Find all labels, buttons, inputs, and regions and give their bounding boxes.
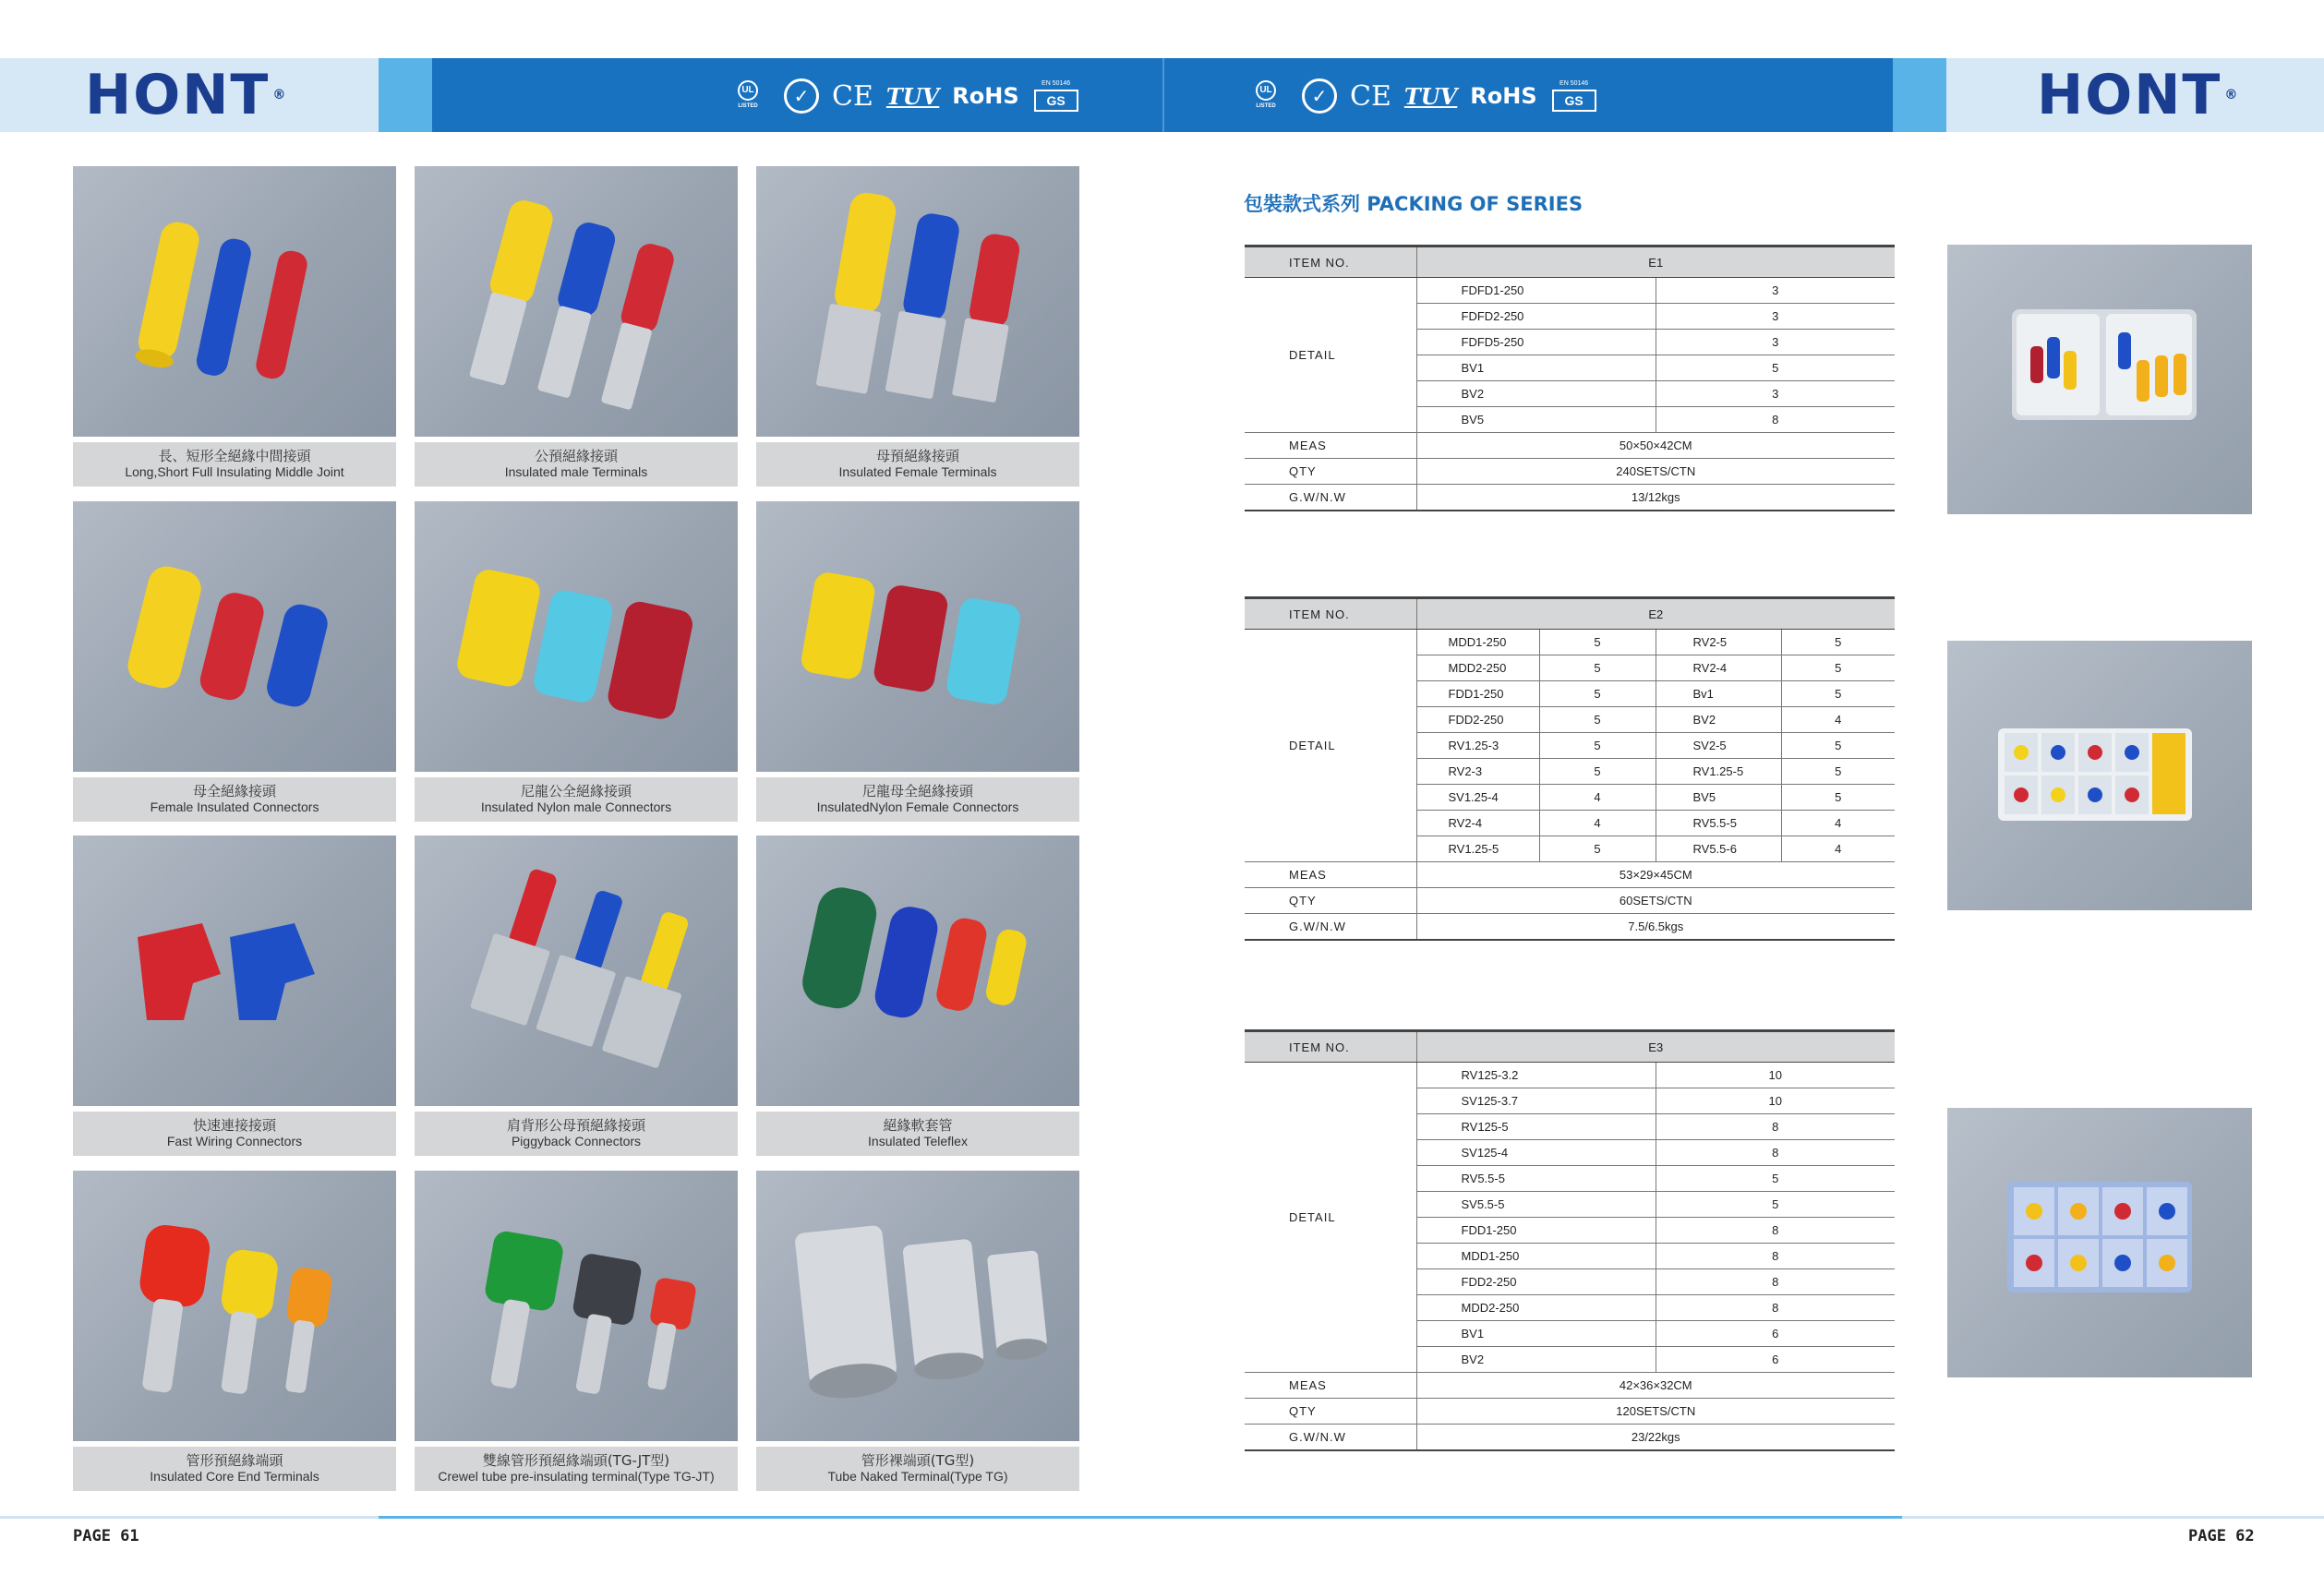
table-row: FDD2-250 8 [1245, 1269, 1895, 1295]
product-photo [73, 836, 396, 1106]
product-caption: 絕緣軟套管 Insulated Teleflex [756, 1112, 1079, 1156]
product-photo [756, 501, 1079, 772]
table-row: DETAIL MDD1-250 5 RV2-5 5 [1245, 630, 1895, 655]
product-card [756, 836, 1079, 1160]
product-caption: 公預絕緣接頭 Insulated male Terminals [415, 442, 738, 487]
table-header-row: ITEM NO. E2 [1245, 598, 1895, 630]
certification-logos-right [1243, 76, 1598, 116]
weight-row: G.W/N.W 7.5/6.5kgs [1245, 914, 1895, 940]
table-row: SV5.5-5 5 [1245, 1192, 1895, 1218]
product-photo [73, 501, 396, 772]
table-row: MDD1-250 8 [1245, 1244, 1895, 1269]
product-card [73, 1171, 396, 1496]
package-photo-e3 [1947, 1108, 2252, 1377]
product-card [73, 836, 396, 1160]
table-row: BV1 6 [1245, 1321, 1895, 1347]
detail-label: DETAIL [1245, 278, 1416, 433]
registered-mark: ® [2224, 88, 2238, 102]
product-caption: 肩背形公母預絕緣接頭 Piggyback Connectors [415, 1112, 738, 1156]
packing-section-title: 包裝款式系列 PACKING OF SERIES [1244, 193, 1583, 215]
tuv-icon: TUV [885, 82, 940, 110]
item-no-label: ITEM NO. [1245, 246, 1416, 278]
table-row: BV2 6 [1245, 1347, 1895, 1373]
detail-label: DETAIL [1245, 1063, 1416, 1373]
brand-name: HONT [2037, 63, 2222, 127]
package-photo-e1 [1947, 245, 2252, 514]
table-row: BV5 8 [1245, 407, 1895, 433]
table-row: RV5.5-5 5 [1245, 1166, 1895, 1192]
brand-name: HONT [85, 63, 271, 127]
table-row: MDD2-250 8 [1245, 1295, 1895, 1321]
product-caption: 雙線管形預絕緣端頭(TG-JT型) Crewel tube pre-insulating terminal(Type TG-JT) [415, 1447, 738, 1491]
qty-row: QTY 60SETS/CTN [1245, 888, 1895, 914]
weight-row: G.W/N.W 13/12kgs [1245, 485, 1895, 511]
product-card [756, 166, 1079, 491]
product-caption: 快速連接接頭 Fast Wiring Connectors [73, 1112, 396, 1156]
table-row: FDFD5-250 3 [1245, 330, 1895, 355]
table-row: FDD1-250 8 [1245, 1218, 1895, 1244]
product-card [415, 501, 738, 826]
en50146-gs-icon: EN 50146 GS [1032, 78, 1080, 114]
product-caption: 管形預絕緣端頭 Insulated Core End Terminals [73, 1447, 396, 1491]
ul-listed-icon: UL LISTED [725, 78, 771, 114]
detail-label: DETAIL [1245, 630, 1416, 862]
meas-row: MEAS 53×29×45CM [1245, 862, 1895, 888]
product-photo [756, 836, 1079, 1106]
product-card [756, 501, 1079, 826]
product-card [415, 166, 738, 491]
product-caption: 母全絕緣接頭 Female Insulated Connectors [73, 777, 396, 822]
hont-logo-left [85, 63, 286, 127]
packing-table-e3 [1245, 1029, 1895, 1451]
table-row: RV1.25-3 5 SV2-5 5 [1245, 733, 1895, 759]
registered-mark: ® [272, 88, 286, 102]
spine-divider [1162, 58, 1164, 132]
table-row: SV125-4 8 [1245, 1140, 1895, 1166]
product-photo [415, 836, 738, 1106]
product-caption: 尼龍公全絕緣接頭 Insulated Nylon male Connectors [415, 777, 738, 822]
product-card [756, 1171, 1079, 1496]
rohs-icon: RoHS [1470, 83, 1537, 109]
table-row: RV2-3 5 RV1.25-5 5 [1245, 759, 1895, 785]
rohs-icon: RoHS [952, 83, 1019, 109]
product-caption: 管形裸端頭(TG型) Tube Naked Terminal(Type TG) [756, 1447, 1079, 1491]
package-photo-e2 [1947, 641, 2252, 910]
ce-icon: CE [832, 79, 873, 113]
table-row: DETAIL RV125-3.2 10 [1245, 1063, 1895, 1088]
product-photo [415, 501, 738, 772]
ce-icon: CE [1350, 79, 1391, 113]
packing-table-e1 [1245, 245, 1895, 511]
tuv-icon: TUV [1403, 82, 1458, 110]
hont-logo-right [2037, 63, 2238, 127]
table-row: FDD2-250 5 BV2 4 [1245, 707, 1895, 733]
product-photo [73, 1171, 396, 1441]
table-row: RV2-4 4 RV5.5-5 4 [1245, 811, 1895, 836]
page-number-left: PAGE 61 [73, 1527, 139, 1545]
table-row: RV125-5 8 [1245, 1114, 1895, 1140]
product-card [73, 166, 396, 491]
page-number-right: PAGE 62 [2188, 1527, 2255, 1545]
table-row: FDD1-250 5 Bv1 5 [1245, 681, 1895, 707]
footer-line [0, 1516, 379, 1519]
product-photo [756, 1171, 1079, 1441]
qty-row: QTY 120SETS/CTN [1245, 1399, 1895, 1425]
header-accent-left [379, 58, 432, 132]
table-row: FDFD2-250 3 [1245, 304, 1895, 330]
product-photo [415, 1171, 738, 1441]
footer-line [1902, 1516, 2324, 1519]
product-caption: 長、短形全絕緣中間接頭 Long,Short Full Insulating Middle Joint [73, 442, 396, 487]
certification-logos-left [725, 76, 1080, 116]
page-header [0, 58, 2324, 132]
product-photo [73, 166, 396, 437]
header-accent-right [1893, 58, 1946, 132]
product-photo [415, 166, 738, 437]
product-card [415, 1171, 738, 1496]
table-row: BV1 5 [1245, 355, 1895, 381]
product-photo [756, 166, 1079, 437]
product-caption: 母預絕緣接頭 Insulated Female Terminals [756, 442, 1079, 487]
table-row: SV1.25-4 4 BV5 5 [1245, 785, 1895, 811]
item-code: E1 [1416, 246, 1895, 278]
en50146-gs-icon: EN 50146 GS [1550, 78, 1598, 114]
table-row: RV1.25-5 5 RV5.5-6 4 [1245, 836, 1895, 862]
meas-row: MEAS 50×50×42CM [1245, 433, 1895, 459]
sgs-icon: ✓ [784, 78, 819, 114]
ul-listed-icon: UL LISTED [1243, 78, 1289, 114]
meas-row: MEAS 42×36×32CM [1245, 1373, 1895, 1399]
product-card [73, 501, 396, 826]
packing-table-e2 [1245, 596, 1895, 941]
qty-row: QTY 240SETS/CTN [1245, 459, 1895, 485]
table-row: MDD2-250 5 RV2-4 5 [1245, 655, 1895, 681]
product-card [415, 836, 738, 1160]
table-header-row [1245, 246, 1895, 278]
sgs-icon: ✓ [1302, 78, 1337, 114]
table-row: SV125-3.7 10 [1245, 1088, 1895, 1114]
table-row: DETAIL FDFD1-250 3 [1245, 278, 1895, 304]
product-caption: 尼龍母全絕緣接頭 InsulatedNylon Female Connectors [756, 777, 1079, 822]
weight-row: G.W/N.W 23/22kgs [1245, 1425, 1895, 1450]
footer-line [379, 1516, 1902, 1519]
table-header-row: ITEM NO. E3 [1245, 1031, 1895, 1063]
table-row: BV2 3 [1245, 381, 1895, 407]
